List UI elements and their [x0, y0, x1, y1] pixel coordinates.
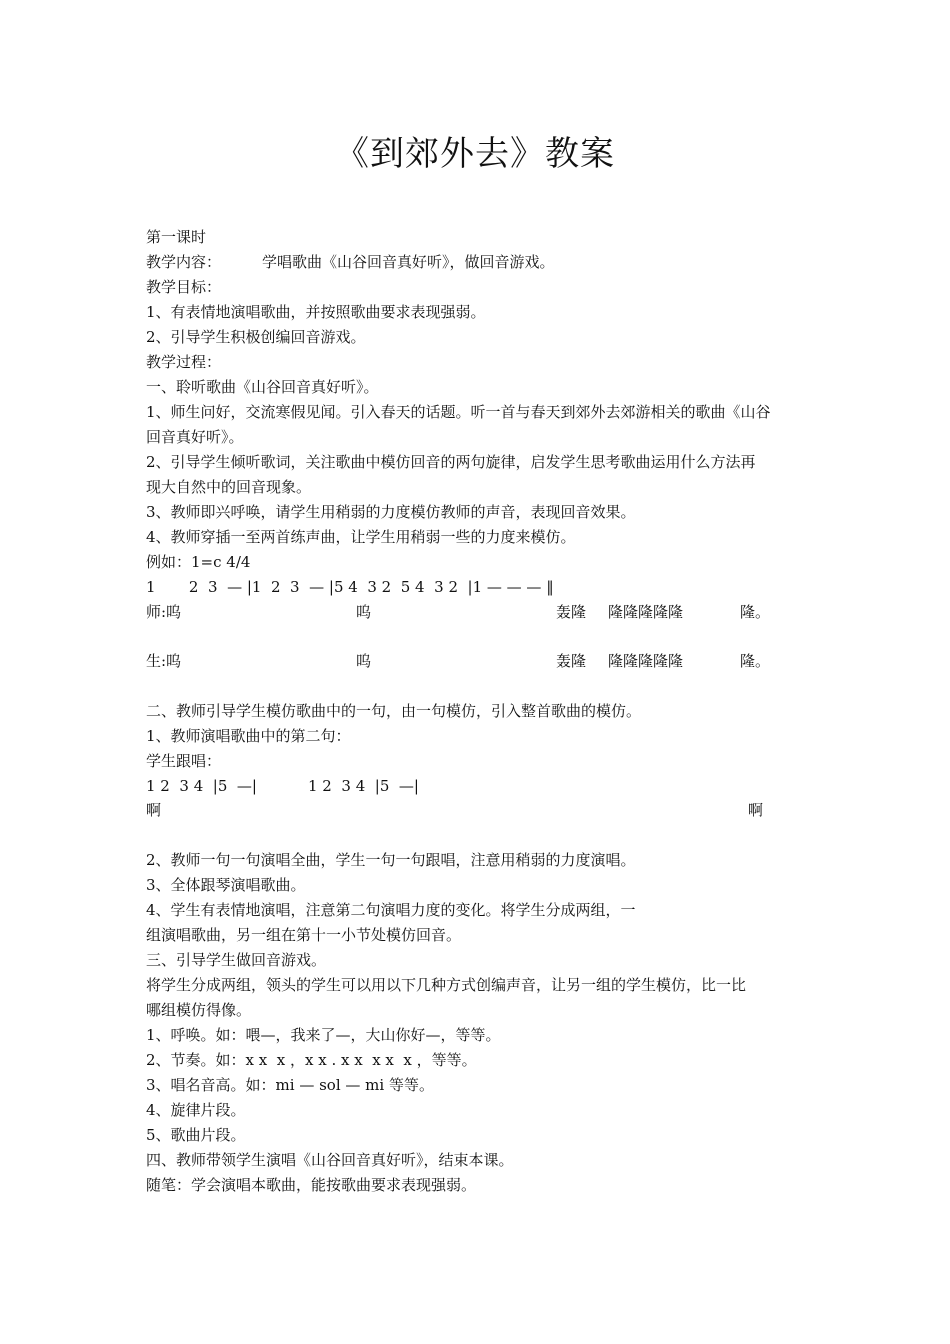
paragraph-line: 3、全体跟琴演唱歌曲。	[146, 876, 306, 894]
paragraph-line: 哪组模仿得像。	[146, 1001, 252, 1019]
goal-1: 1、有表情地演唱歌曲，并按照歌曲要求表现强弱。	[146, 303, 486, 321]
lyric: 隆。	[740, 603, 771, 621]
paragraph-line: 4、学生有表情地演唱，注意第二句演唱力度的变化。将学生分成两组，一	[146, 901, 636, 919]
lyric: 轰隆	[556, 652, 587, 670]
section-1-heading: 一、聆听歌曲《山谷回音真好听》。	[146, 378, 379, 396]
lyric-ah: 啊	[748, 801, 764, 819]
lyric: 隆隆隆隆隆	[608, 603, 684, 621]
paragraph-line: 1、呼唤。如：喂—，我来了—，大山你好—，等等。	[146, 1026, 501, 1044]
paragraph-line: 3、教师即兴呼唤，请学生用稍弱的力度模仿教师的声音，表现回音效果。	[146, 503, 636, 521]
section-3-heading: 三、引导学生做回音游戏。	[146, 951, 327, 969]
paragraph-line: 2、引导学生倾听歌词，关注歌曲中模仿回音的两句旋律，启发学生思考歌曲运用什么方法再	[146, 453, 756, 471]
paragraph-line: 回音真好听》。	[146, 428, 244, 446]
paragraph-line: 组演唱歌曲，另一组在第十一小节处模仿回音。	[146, 926, 462, 944]
lyric: 呜	[356, 603, 372, 621]
section-2-heading: 二、教师引导学生模仿歌曲中的一句，由一句模仿，引入整首歌曲的模仿。	[146, 702, 642, 720]
paragraph-line: 1、师生问好，交流寒假见闻。引入春天的话题。听一首与春天到郊外去郊游相关的歌曲《山谷	[146, 403, 771, 421]
lyric: 轰隆	[556, 603, 587, 621]
notation-line: 1 2 3 — |1 2 3 — |5 4 3 2 5 4 3 2 |1 — — — ‖	[146, 578, 554, 596]
paragraph-line: 5、歌曲片段。	[146, 1126, 246, 1144]
notation-phrase: 1 2 3 4 |5 —|	[308, 777, 419, 795]
paragraph-line: 1、教师演唱歌曲中的第二句：	[146, 727, 351, 745]
document-title: 《到郊外去》教案	[335, 134, 615, 174]
paragraph-line: 3、唱名音高。如：mi — sol — mi 等等。	[146, 1076, 434, 1094]
notes-line: 随笔：学会演唱本歌曲，能按歌曲要求表现强弱。	[146, 1176, 477, 1194]
section-4-heading: 四、教师带领学生演唱《山谷回音真好听》，结束本课。	[146, 1151, 514, 1169]
paragraph-line: 4、教师穿插一至两首练声曲，让学生用稍弱一些的力度来模仿。	[146, 528, 576, 546]
paragraph-line: 现大自然中的回音现象。	[146, 478, 312, 496]
lyric: 隆。	[740, 652, 771, 670]
notation-phrase: 1 2 3 4 |5 —|	[146, 777, 257, 795]
content-label: 教学内容：	[146, 253, 222, 271]
paragraph-line: 将学生分成两组，领头的学生可以用以下几种方式创编声音，让另一组的学生模仿，比一比	[146, 976, 747, 994]
content-text: 学唱歌曲《山谷回音真好听》，做回音游戏。	[262, 253, 555, 271]
student-line-label: 生:呜	[146, 652, 182, 670]
lesson-period: 第一课时	[146, 228, 207, 246]
process-label: 教学过程：	[146, 353, 222, 371]
lyric: 隆隆隆隆隆	[608, 652, 684, 670]
example-key: 例如：1=c 4/4	[146, 553, 251, 571]
paragraph-line: 学生跟唱：	[146, 752, 222, 770]
teacher-line-label: 师:呜	[146, 603, 182, 621]
paragraph-line: 2、教师一句一句演唱全曲，学生一句一句跟唱，注意用稍弱的力度演唱。	[146, 851, 636, 869]
goal-2: 2、引导学生积极创编回音游戏。	[146, 328, 366, 346]
lyric-ah: 啊	[146, 801, 162, 819]
goals-label: 教学目标：	[146, 278, 222, 296]
paragraph-line: 2、节奏。如：x x x ，x x . x x x x x ，等等。	[146, 1051, 477, 1069]
paragraph-line: 4、旋律片段。	[146, 1101, 246, 1119]
lyric: 呜	[356, 652, 372, 670]
